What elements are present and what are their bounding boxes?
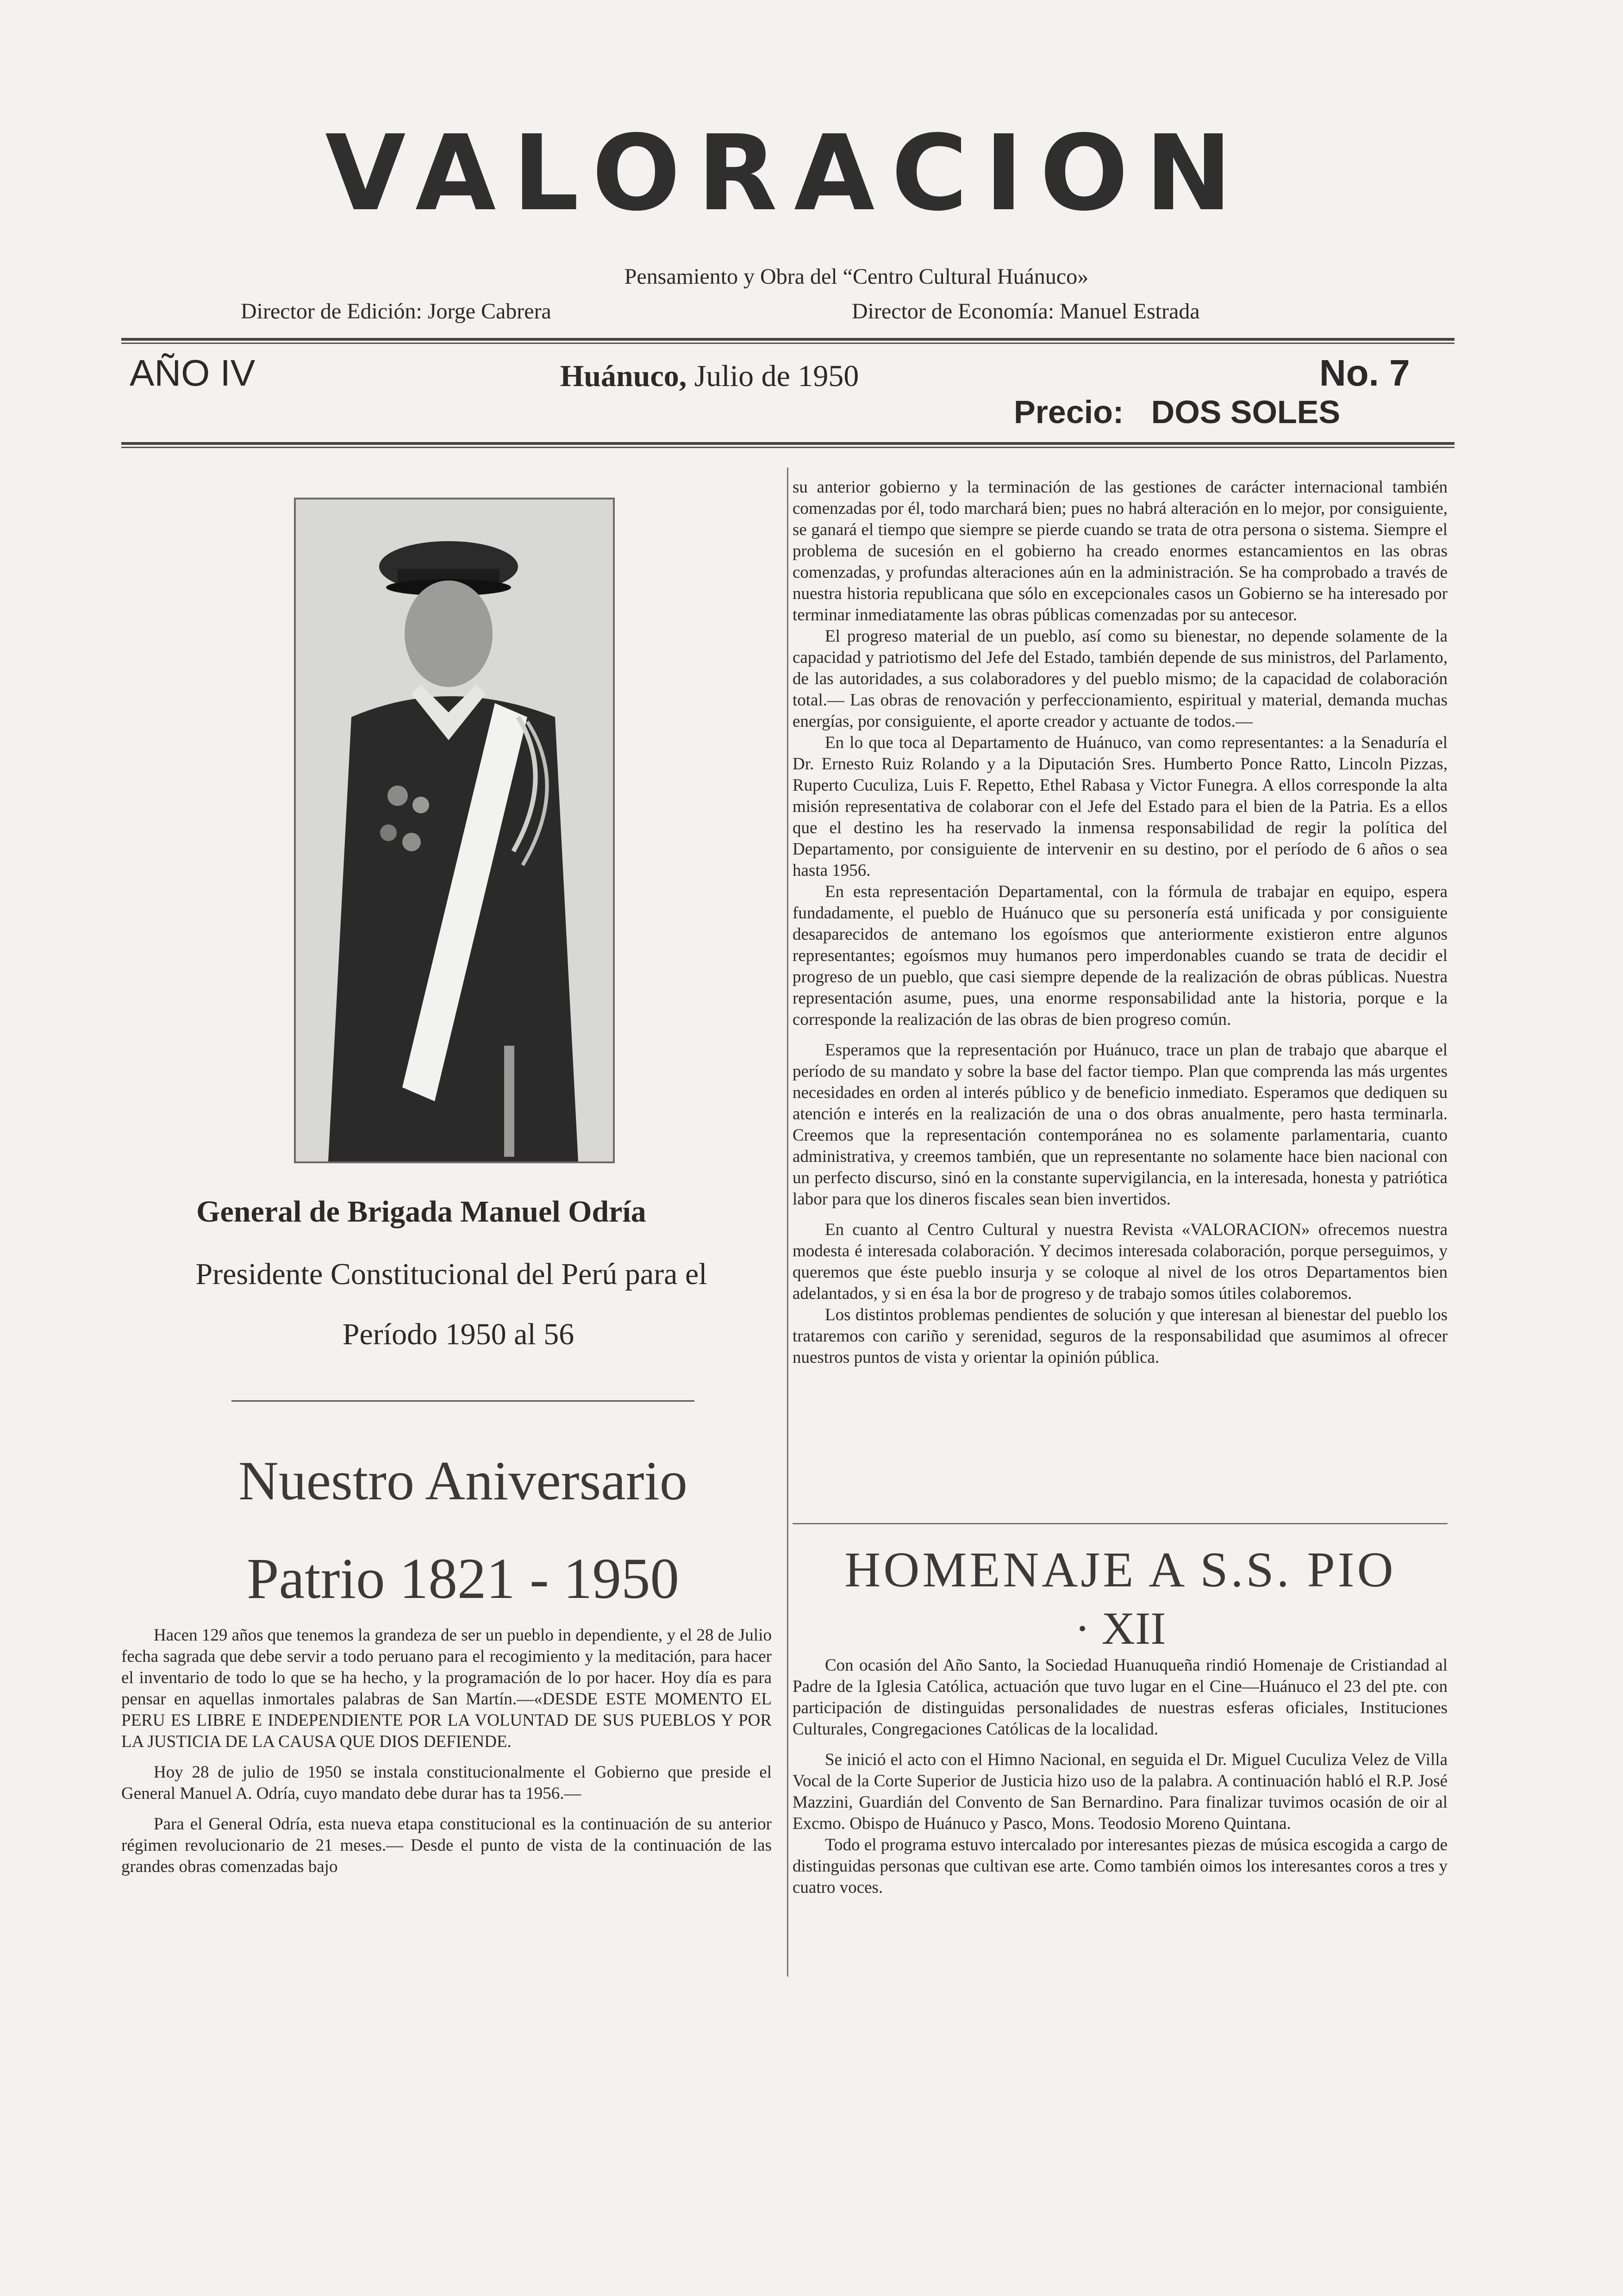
- photo-caption-name: General de Brigada Manuel Odría: [196, 1195, 646, 1229]
- continuacion-paragraph: Esperamos que la representación por Huánuco, trace un plan de trabajo que abarque el período de su mandato y sobre la base del factor tiempo. Plan que comprenda las más urgentes necesidades en orden al interés público y de beneficio inmediato. Esperamos que dediquen su atención e interés en la realización de una o dos obras anualmente, pero hasta terminarla. Creemos que la representación contemporánea no es solamente parlamentaria, cuanto administrativa, y creemos también, que un representante no solamente hace bien nacional con un perfecto discurso, sinó en la constante supervigilancia, en la interesada, honesta y patriótica labor para que los dineros fiscales sean bien invertidos.: [793, 1041, 1448, 1209]
- continuacion-paragraph: En cuanto al Centro Cultural y nuestra Revista «VALORACION» ofrecemos nuestra modesta é interesada colaboración. Y decimos interesada colaboración, porque perseguimos, y queremos que éste pueblo insurja y se coloque al nivel de los otros Departamentos bien adelantados, y si en ésa la bor de progreso y de trabajo somos útiles colaboremos.: [793, 1220, 1448, 1303]
- aniversario-paragraph: Para el General Odría, esta nueva etapa constitucional es la continuación de su anterior régimen revolucionario de 21 meses.— Desde el punto de vista de la continuación de las grandes obras comenzadas bajo: [121, 1815, 772, 1876]
- aniversario-paragraph: Hoy 28 de julio de 1950 se instala constitucionalmente el Gobierno que preside el General Manuel A. Odría, cuyo mandato debe durar has ta 1956.—: [121, 1763, 772, 1803]
- continuacion-paragraph: El progreso material de un pueblo, así como su bienestar, no depende solamente de la capacidad y patriotismo del Jefe del Estado, también depende de sus ministros, del Parlamento, de las autoridades, a sus colaboradores y del pueblo mismo; de la capacidad de colaboración total.— Las obras de renovación y perfeccionamiento, espiritual y material, demanda muchas energías, por consiguiente, el aporte creador y actuante de todos.—: [793, 627, 1448, 731]
- left-divider: [231, 1400, 694, 1402]
- aniversario-headline-1: Nuestro Aniversario: [238, 1450, 687, 1511]
- price-value: DOS SOLES: [1151, 394, 1341, 430]
- portrait-illustration: [296, 499, 613, 1161]
- homenaje-paragraph: Se inició el acto con el Himno Nacional, en seguida el Dr. Miguel Cuculiza Velez de Villa Vocal de la Corte Superior de Justicia hizo uso de la palabra. A continuación habló el R.P. José Mazzini, Guardián del Convento de San Bernardino. Para finalizar tuvimos ocasión de oir al Excmo. Obispo de Huánuco y Pasco, Mons. Teodosio Moreno Quintana.: [793, 1750, 1448, 1833]
- photo-caption-period: Período 1950 al 56: [342, 1317, 574, 1351]
- director-economia: Director de Economía: Manuel Estrada: [852, 299, 1200, 324]
- director-edicion: Director de Edición: Jorge Cabrera: [241, 299, 551, 324]
- issue-price: [1014, 393, 1340, 430]
- continuacion-paragraph: En lo que toca al Departamento de Huánuco, van como representantes: a la Senaduría el Dr. Ernesto Ruiz Rolando y a la Diputación Sres. Humberto Ponce Ratto, Lincoln Pizzas, Ruperto Cuculiza, Luis F. Repetto, Ethel Rabasa y Victor Funegra. A ellos corresponde la alta misión representativa de colaborar con el Jefe del Estado para el bien de la Patria. Es a ellos que el destino les ha reservado la inmensa responsabilidad de regir la política del Departamento, por consiguiente de intervenir en su destino, por el período de 6 años o sea hasta 1956.: [793, 733, 1448, 880]
- issue-number: No. 7: [1319, 352, 1410, 393]
- price-label: Precio:: [1014, 394, 1124, 430]
- homenaje-headline-1: HOMENAJE A S.S. PIO: [844, 1542, 1396, 1597]
- homenaje-headline-2: · XII: [1074, 1603, 1166, 1654]
- continuacion-paragraph: Los distintos problemas pendientes de solución y que interesan al bienestar del pueblo los trataremos con cariño y serenidad, seguros de la responsabilidad que asumimos al ofrecer nuestros puntos de vista y orientar la opinión pública.: [793, 1305, 1448, 1367]
- right-divider: [793, 1523, 1448, 1524]
- issue-city: Huánuco,: [560, 359, 687, 393]
- masthead-subtitle: Pensamiento y Obra del “Centro Cultural Huánuco»: [624, 264, 1089, 289]
- issue-year: AÑO IV: [130, 352, 256, 393]
- issue-date: [560, 359, 859, 394]
- homenaje-paragraph: Todo el programa estuvo intercalado por interesantes piezas de música escogida a cargo de distinguidas personas que cultivan ese arte. Como también oimos los interesantes coros a tres y cuatro voces.: [793, 1835, 1448, 1897]
- aniversario-body: [121, 1625, 772, 1878]
- aniversario-paragraph: Hacen 129 años que tenemos la grandeza de ser un pueblo in dependiente, y el 28 de Julio fecha sagrada que debe servir a todo peruano para el recogimiento y la meditación, para hacer el inventario de todo lo que se ha hecho, y la programación de lo por hacer. Hoy día es para pensar en aquellas inmortales palabras de San Martín.—«DESDE ESTE MOMENTO EL PERU ES LIBRE E INDEPENDIENTE POR LA VOLUNTAD DE SUS PUEBLOS Y POR LA JUSTICIA DE LA CAUSA QUE DIOS DEFIENDE.: [121, 1626, 772, 1751]
- continuacion-body: [793, 477, 1448, 1368]
- homenaje-body: [793, 1655, 1448, 1898]
- header-rule-bottom: [121, 442, 1454, 448]
- masthead-title: VALORACION: [325, 118, 1249, 229]
- aniversario-headline-2: Patrio 1821 - 1950: [247, 1547, 679, 1611]
- column-divider: [787, 468, 788, 1977]
- homenaje-paragraph: Con ocasión del Año Santo, la Sociedad Huanuqueña rindió Homenaje de Cristiandad al Padre de la Iglesia Católica, actuación que tuvo lugar en el Cine—Huánuco el 23 del pte. con participación de distinguidas personalidades de nuestras esferas oficiales, Instituciones Culturales, Congregaciones Católicas de la localidad.: [793, 1656, 1448, 1739]
- continuacion-paragraph: su anterior gobierno y la terminación de las gestiones de carácter internacional también comenzadas por él, todo marchará bien; pues no habrá alteración en lo mejor, por consiguiente, se ganará el tiempo que siempre se pierde cuando se trata de otra persona o sistema. Siempre el problema de sucesión en el gobierno ha creado enormes estancamientos en las obras comenzadas, y profundas alteraciones aún en la administración. Se ha comprobado a través de nuestra historia republicana que sólo en excepcionales casos un Gobierno se ha interesado por terminar inmediatamente las obras públicas comenzadas por su antecesor.: [793, 478, 1448, 624]
- continuacion-paragraph: En esta representación Departamental, con la fórmula de trabajar en equipo, espera fundadamente, el pueblo de Huánuco que su personería está unificada y por consiguiente desaparecidos de antemano los egoísmos que anteriormente existieron entre algunos representantes; egoísmos muy humanos pero imperdonables cuando se trata de decidir el progreso de un pueblo, que casi siempre depende de la realización de obras públicas. Nuestra representación asume, pues, una enorme responsabilidad ante la historia, porque e la corresponde la realización de las obras de bien progreso común.: [793, 882, 1448, 1029]
- issue-date-text: Julio de 1950: [694, 359, 859, 393]
- photo-caption-title: Presidente Constitucional del Perú para el: [195, 1257, 707, 1291]
- header-rule-top: [121, 338, 1454, 344]
- portrait-photo: [294, 498, 615, 1163]
